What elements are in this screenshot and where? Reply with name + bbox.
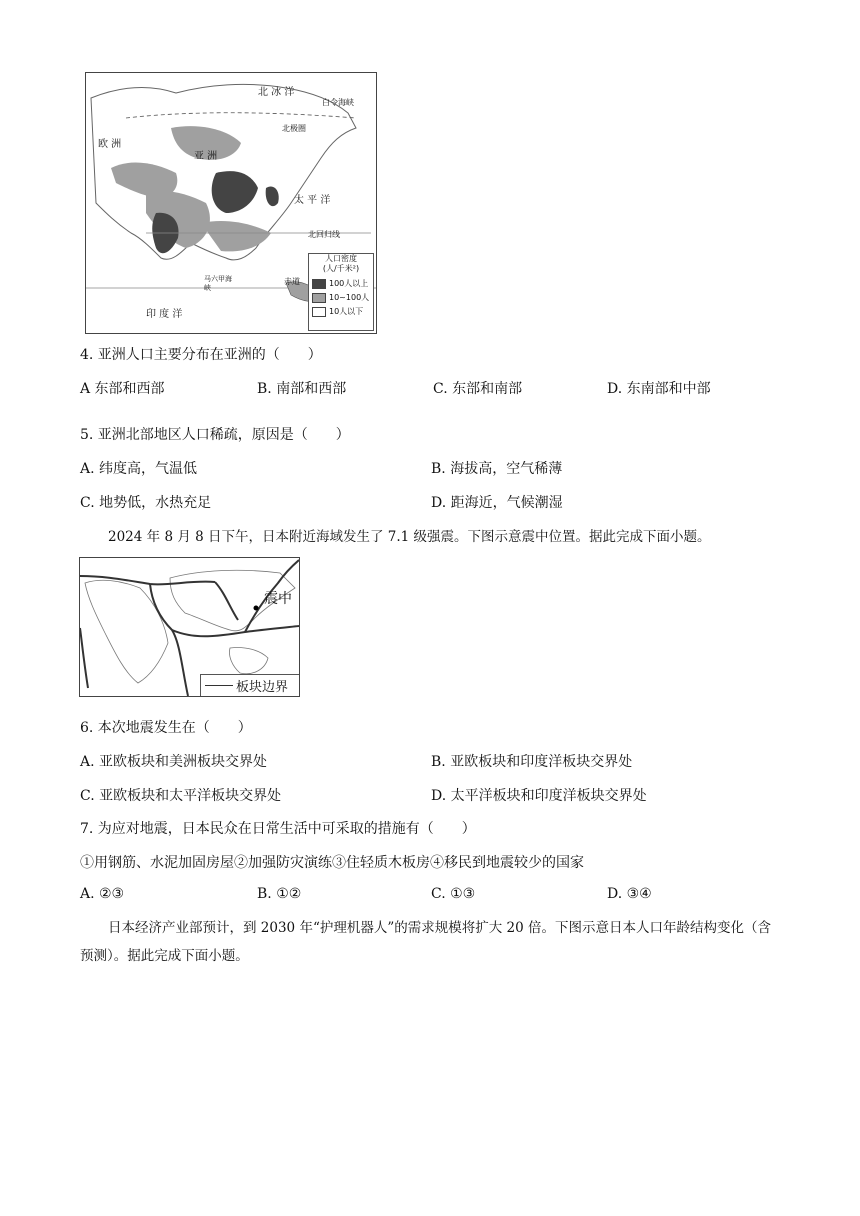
q4-option-d: D. 东南部和中部 <box>607 381 711 397</box>
intro-earthquake: 2024 年 8 月 8 日下午，日本附近海域发生了 7.1 级强震。下图示意震中位置。据此完成下面小题。 <box>108 529 711 545</box>
map-legend <box>308 253 374 331</box>
legend-swatch-low <box>312 307 326 317</box>
tropic-label: 北回归线 <box>308 230 340 239</box>
q4-option-c: C. 东部和南部 <box>433 381 523 397</box>
legend-swatch-mid <box>312 293 326 303</box>
legend-boundary-label: 板块边界 <box>236 680 289 695</box>
q4-stem: 4. 亚洲人口主要分布在亚洲的（ ） <box>80 347 322 363</box>
q6-option-a: A. 亚欧板块和美洲板块交界处 <box>80 754 268 770</box>
boundary-line-swatch <box>205 685 233 686</box>
q6-option-c: C. 亚欧板块和太平洋板块交界处 <box>80 788 282 804</box>
q6-option-d: D. 太平洋板块和印度洋板块交界处 <box>431 788 647 804</box>
equator-label: 赤道 <box>284 277 300 286</box>
q7-option-a: A. ②③ <box>80 886 125 902</box>
q5-option-d: D. 距海近，气候潮湿 <box>431 495 563 511</box>
q5-option-b: B. 海拔高，空气稀薄 <box>431 461 563 477</box>
legend-unit: (人/千米²) <box>322 264 360 273</box>
plate-boundary-map <box>79 557 300 697</box>
intro-japan-aging: 日本经济产业部预计，到 2030 年“护理机器人”的需求规模将扩大 20 倍。下图示意日本人口年龄结构变化（含预测）。据此完成下面小题。 <box>80 920 772 964</box>
legend-label-mid: 10~100人 <box>329 293 370 302</box>
legend-label-high: 100人以上 <box>329 279 369 288</box>
legend-label-low: 10人以下 <box>329 307 364 316</box>
epicenter-marker <box>254 606 259 611</box>
q6-stem: 6. 本次地震发生在（ ） <box>80 720 252 736</box>
q4-option-b: B. 南部和西部 <box>257 381 347 397</box>
arctic-ocean-label: 北 冰 洋 <box>258 87 295 98</box>
legend-item <box>309 292 373 303</box>
q5-option-a: A. 纬度高，气温低 <box>80 461 198 477</box>
q5-stem: 5. 亚洲北部地区人口稀疏，原因是（ ） <box>80 427 350 443</box>
arctic-circle-label: 北极圈 <box>282 124 306 133</box>
q5-option-c: C. 地势低，水热充足 <box>80 495 212 511</box>
asia-population-map <box>85 72 377 334</box>
q6-option-b: B. 亚欧板块和印度洋板块交界处 <box>431 754 633 770</box>
malacca-label: 马六甲海峡 <box>204 275 232 292</box>
pacific-label: 太 平 洋 <box>294 195 331 206</box>
q7-option-b: B. ①② <box>257 886 302 902</box>
legend-item <box>309 306 373 317</box>
epicenter-label: 震中 <box>264 591 292 607</box>
legend-swatch-high <box>312 279 326 289</box>
legend-item <box>309 278 373 289</box>
q7-option-d: D. ③④ <box>607 886 652 902</box>
q7-stem: 7. 为应对地震，日本民众在日常生活中可采取的措施有（ ） <box>80 821 476 837</box>
q7-option-c: C. ①③ <box>431 886 476 902</box>
q7-items: ①用钢筋、水泥加固房屋②加强防灾演练③住轻质木板房④移民到地震较少的国家 <box>80 855 584 871</box>
bering-strait-label: 白令海峡 <box>322 98 354 107</box>
plate-legend <box>200 674 299 696</box>
indian-ocean-label: 印 度 洋 <box>146 309 183 320</box>
europe-label: 欧 洲 <box>98 139 122 150</box>
legend-title: 人口密度 <box>325 254 357 263</box>
q4-option-a: A 东部和西部 <box>80 381 165 397</box>
asia-label: 亚 洲 <box>194 151 218 162</box>
